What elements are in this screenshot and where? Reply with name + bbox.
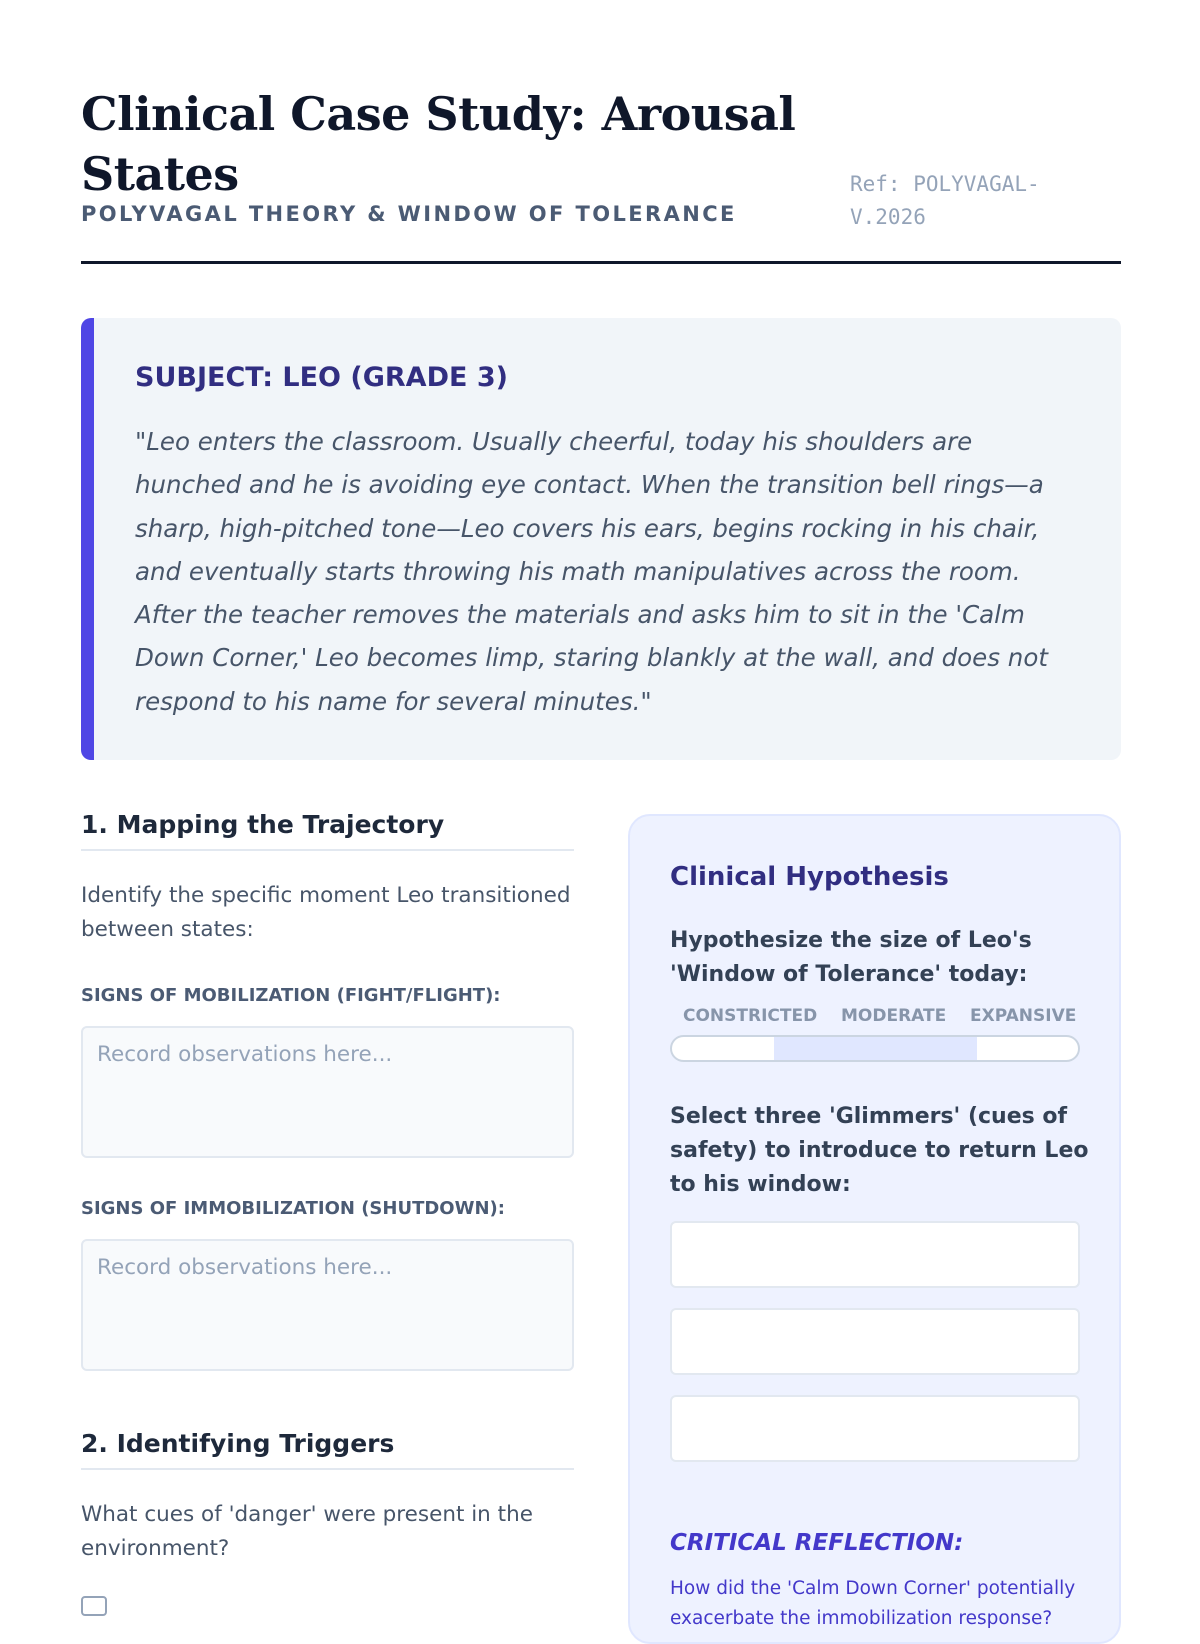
page-title: Clinical Case Study: Arousal States xyxy=(81,87,796,201)
trigger-checkbox[interactable] xyxy=(81,1596,107,1616)
section-2-description: What cues of 'danger' were present in the environment? xyxy=(81,1502,533,1561)
window-scale-slider[interactable] xyxy=(670,1035,1080,1062)
glimmer-input-1[interactable] xyxy=(670,1221,1080,1288)
worksheet-page xyxy=(81,0,1121,1629)
case-study-panel xyxy=(81,318,1121,760)
section-1-description: Identify the specific moment Leo transitioned between states: xyxy=(81,883,571,942)
immobilization-label: SIGNS OF IMMOBILIZATION (SHUTDOWN): xyxy=(81,1198,505,1219)
immobilization-input[interactable]: Record observations here... xyxy=(81,1239,574,1371)
page-subtitle: POLYVAGAL THEORY & WINDOW OF TOLERANCE xyxy=(81,202,737,226)
critical-reflection-text: How did the 'Calm Down Corner' potentially exacerbate the immobilization response? xyxy=(670,1578,1076,1629)
reference-code: Ref: POLYVAGAL-V.2026 xyxy=(850,172,1040,229)
scale-label-moderate: MODERATE xyxy=(841,1006,947,1026)
window-question: Hypothesize the size of Leo's 'Window of Tolerance' today: xyxy=(670,928,1032,987)
clinical-hypothesis-panel xyxy=(628,814,1121,1644)
glimmers-question: Select three 'Glimmers' (cues of safety) to introduce to return Leo to his window: xyxy=(670,1104,1089,1197)
glimmer-input-2[interactable] xyxy=(670,1308,1080,1375)
hypothesis-title: Clinical Hypothesis xyxy=(670,862,949,892)
scale-label-expansive: EXPANSIVE xyxy=(970,1006,1077,1026)
scale-label-constricted: CONSTRICTED xyxy=(683,1006,818,1026)
glimmer-input-3[interactable] xyxy=(670,1395,1080,1462)
window-scale-selection xyxy=(774,1037,977,1060)
mobilization-label: SIGNS OF MOBILIZATION (FIGHT/FLIGHT): xyxy=(81,985,501,1006)
case-narrative: "Leo enters the classroom. Usually cheerful, today his shoulders are hunched and he is avoiding eye contact. When the transition bell rings—a sharp, high-pitched tone—Leo covers his ears, begins rocking in his chair, and eventually starts throwing his math manipulatives across the room. After the teacher removes the materials and asks him to sit in the 'Calm Down Corner,' Leo becomes limp, staring blankly at the wall, and does not respond to his name for several minutes." xyxy=(135,427,1048,716)
header xyxy=(81,84,1121,264)
mobilization-input[interactable]: Record observations here... xyxy=(81,1026,574,1158)
case-subject: SUBJECT: LEO (GRADE 3) xyxy=(135,362,508,393)
section-1-title: 1. Mapping the Trajectory xyxy=(81,810,574,851)
section-2-title: 2. Identifying Triggers xyxy=(81,1429,574,1470)
critical-reflection-title: CRITICAL REFLECTION: xyxy=(670,1530,964,1556)
left-column xyxy=(81,810,574,1566)
